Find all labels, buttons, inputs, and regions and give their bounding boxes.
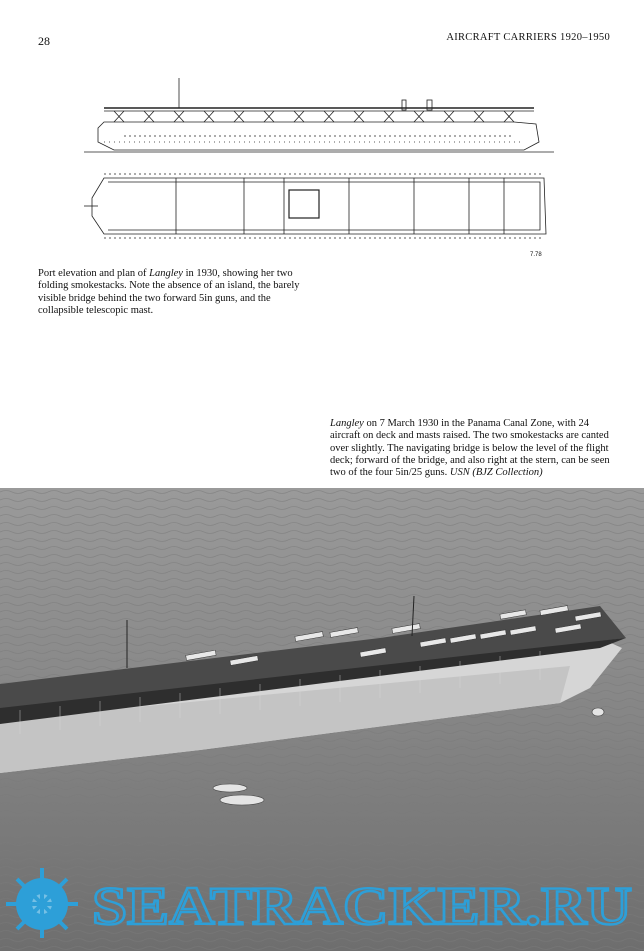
drawing-caption: [38, 268, 308, 317]
drawing-caption-post: in 1930, showing her two folding smokestacks. Note the absence of an island, the barely visible bridge behind the two forward 5in guns, and the collapsible telescopic mast.: [38, 268, 300, 316]
running-head: AIRCRAFT CARRIERS 1920–1950: [446, 32, 610, 43]
photo-caption: [330, 418, 612, 479]
drawing-caption-ship-name: Langley: [149, 268, 183, 279]
plan-drawing: [84, 168, 554, 246]
wheel-icon: [6, 868, 78, 938]
watermark-text: SEATRACKER.RU: [92, 876, 632, 936]
photo-caption-credit: USN (BJZ Collection): [449, 467, 543, 479]
port-elevation-drawing: [84, 74, 554, 158]
page-number: 28: [38, 34, 50, 48]
photo-caption-ship-name: Langley: [330, 418, 364, 429]
drawing-reference-code: 7.78: [530, 252, 542, 258]
photo-caption-body: on 7 March 1930 in the Panama Canal Zone, with 24 aircraft on deck and masts raised. The two smokestacks are canted over slightly. The navigating bridge is below the level of the flight deck; forward of the bridge, and also right at the stern, can be seen two of the four 5in/25 guns.: [330, 418, 610, 479]
drawing-caption-pre: Port elevation and plan of: [38, 268, 150, 279]
seatracker-watermark: [0, 868, 644, 938]
